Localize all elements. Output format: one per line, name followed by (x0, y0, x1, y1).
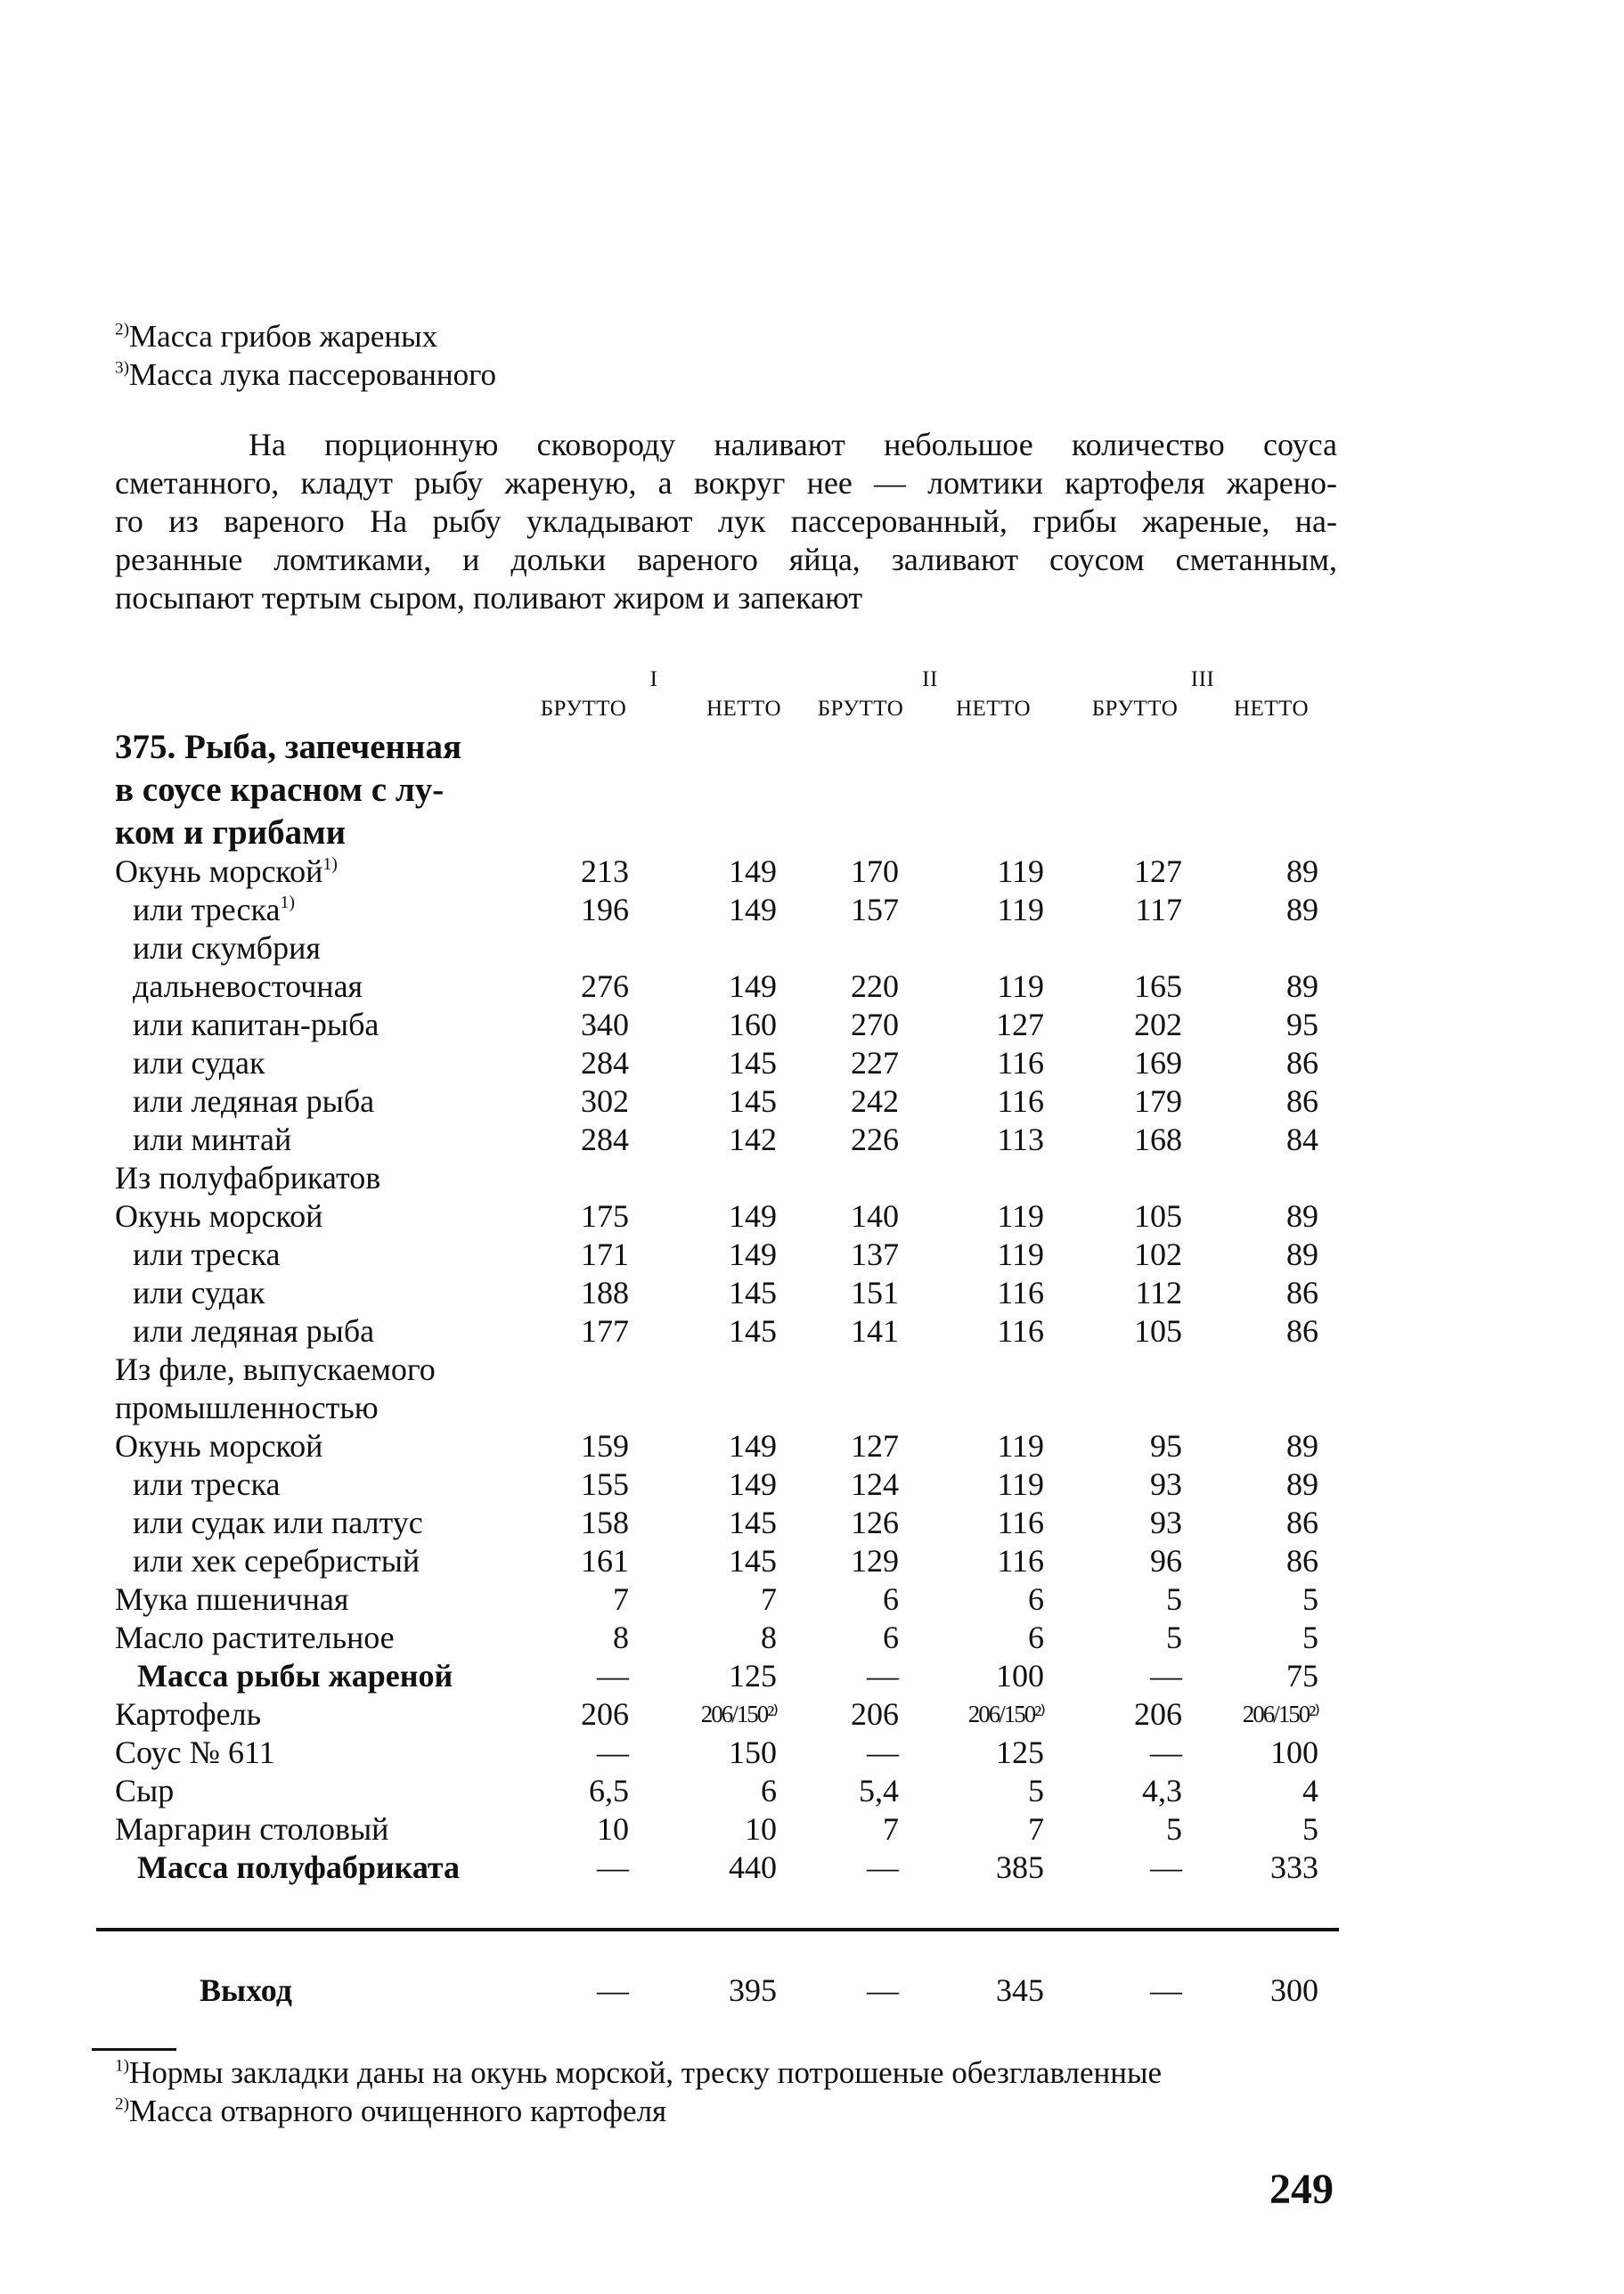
cell: 300 (1270, 1972, 1318, 2008)
cell (777, 1159, 899, 1197)
row-label-text: Сыр (115, 1773, 175, 1808)
cell: 171 (581, 1237, 629, 1272)
cell: 213 (581, 853, 629, 889)
table-row (115, 1580, 1318, 1619)
row-label (115, 1580, 535, 1619)
row-label (115, 1121, 535, 1159)
cell: 168 (1134, 1122, 1182, 1157)
row-label (115, 1504, 535, 1542)
cell (777, 1351, 899, 1389)
cell: 5 (1302, 1620, 1318, 1655)
cell: 160 (729, 1007, 777, 1042)
cell: 8 (761, 1620, 777, 1655)
table-row (115, 1389, 1318, 1427)
row-label (115, 1312, 535, 1351)
cell: 5 (1166, 1620, 1182, 1655)
row-label (115, 1197, 535, 1236)
cell: 125 (729, 1658, 777, 1694)
cell: 150 (729, 1735, 777, 1770)
cell: 116 (997, 1045, 1044, 1081)
cell: 7 (883, 1811, 899, 1847)
cell: — (867, 1849, 899, 1885)
cell: 75 (1286, 1658, 1318, 1694)
cell: 127 (1134, 853, 1182, 889)
table-row (115, 1657, 1318, 1695)
row-label-text: или хек серебристый (133, 1543, 420, 1579)
cell: 145 (729, 1083, 777, 1119)
cell: — (867, 1658, 899, 1694)
table-row (115, 929, 1318, 967)
cell (777, 1389, 899, 1427)
cell: 145 (729, 1543, 777, 1579)
row-label (115, 1159, 535, 1197)
cell: 116 (997, 1505, 1044, 1540)
footnote-text: Масса грибов жареных (129, 319, 438, 354)
cell: 126 (851, 1505, 899, 1540)
table-row (115, 1619, 1318, 1657)
cell: 10 (597, 1811, 629, 1847)
cell: 157 (851, 892, 899, 927)
cell: 89 (1286, 892, 1318, 927)
cell: 119 (997, 1237, 1044, 1272)
yield-label: Выход (200, 1972, 292, 2008)
table-row (115, 1197, 1318, 1236)
table-row (115, 853, 1318, 891)
footnote-text: Нормы закладки даны на окунь морской, треску потрошеные обезглавленные (129, 2055, 1163, 2090)
table-row (115, 1695, 1318, 1734)
cell: 206 (581, 1696, 629, 1732)
cell: — (867, 1972, 899, 2008)
cell (535, 1159, 629, 1197)
table-row (115, 1236, 1318, 1274)
row-label (115, 1849, 535, 1887)
row-label (115, 967, 535, 1006)
cell: 119 (997, 1466, 1044, 1502)
cell (629, 1159, 777, 1197)
cell: 242 (851, 1083, 899, 1119)
cell: 6 (1028, 1620, 1044, 1655)
cell: 89 (1286, 1198, 1318, 1234)
ingredients-table (115, 853, 1318, 1887)
cell: 175 (581, 1198, 629, 1234)
cell (899, 1389, 1044, 1427)
cell (629, 1389, 777, 1427)
subheader-netto: НЕТТО (1233, 697, 1310, 721)
cell: 117 (1135, 892, 1182, 927)
row-label (115, 1351, 535, 1389)
table-row (115, 1465, 1318, 1504)
table-row (115, 1351, 1318, 1389)
cell: 149 (729, 968, 777, 1004)
yield-row (115, 1972, 1318, 2010)
cell (535, 929, 629, 967)
row-label-text: Масса полуфабриката (137, 1849, 461, 1885)
table-rule (96, 1928, 1339, 1931)
cell: 169 (1134, 1045, 1182, 1081)
cell: 95 (1150, 1428, 1182, 1464)
row-label-text: Соус № 611 (115, 1735, 275, 1770)
cell: 102 (1134, 1237, 1182, 1272)
cell: 84 (1286, 1122, 1318, 1157)
cell: 385 (996, 1849, 1044, 1885)
row-label-text: Маргарин столовый (115, 1811, 389, 1847)
cell: 129 (851, 1543, 899, 1579)
cell: 116 (997, 1543, 1044, 1579)
cell (1044, 1389, 1182, 1427)
footnote-top-3 (115, 355, 496, 394)
cell: 89 (1286, 968, 1318, 1004)
table-row (115, 1312, 1318, 1351)
row-label-text: или ледяная рыба (133, 1083, 375, 1119)
title-line: в соусе красном с лу- (115, 771, 445, 809)
table-row (115, 1044, 1318, 1082)
cell (1044, 929, 1182, 967)
row-label (115, 853, 535, 891)
cell: 5,4 (859, 1773, 899, 1808)
cell: 113 (997, 1122, 1044, 1157)
cell: 105 (1134, 1198, 1182, 1234)
cell (899, 929, 1044, 967)
cell: 227 (851, 1045, 899, 1081)
row-label (115, 1657, 535, 1695)
row-label-text: или треска (133, 892, 281, 927)
paragraph-line: резанные ломтиками, и дольки вареного яйца, заливают соусом сметанным, (115, 542, 1337, 577)
paragraph-line: сметанного, кладут рыбу жареную, а вокруг нее — ломтики картофеля жарено- (115, 465, 1337, 501)
cell: 95 (1286, 1007, 1318, 1042)
cell: 151 (851, 1275, 899, 1310)
cell: 5 (1028, 1773, 1044, 1808)
cell: — (597, 1658, 629, 1694)
cell: — (1150, 1972, 1182, 2008)
row-label-text: или треска (133, 1466, 281, 1502)
cell: 86 (1286, 1275, 1318, 1310)
cell: 140 (851, 1198, 899, 1234)
row-label-text: промышленностью (115, 1390, 379, 1425)
cell: 86 (1286, 1505, 1318, 1540)
row-label (115, 1427, 535, 1465)
row-label-text: Картофель (115, 1696, 261, 1732)
cell: 149 (729, 1466, 777, 1502)
cell: 116 (997, 1083, 1044, 1119)
cell: 145 (729, 1313, 777, 1349)
title-line: ком и грибами (115, 813, 347, 852)
cell: 125 (996, 1735, 1044, 1770)
paragraph-line: посыпают тертым сыром, поливают жиром и запекают (115, 580, 863, 616)
subheader-netto: НЕТТО (955, 697, 1032, 721)
cell: 284 (581, 1122, 629, 1157)
cell: 124 (851, 1466, 899, 1502)
footnote-mark: 2) (115, 2094, 130, 2114)
cell: 93 (1150, 1466, 1182, 1502)
cell: 96 (1150, 1543, 1182, 1579)
cell: 105 (1134, 1313, 1182, 1349)
row-label-text: или судак (133, 1275, 265, 1310)
cell: — (1150, 1849, 1182, 1885)
row-label-text: или судак (133, 1045, 265, 1081)
cell: 10 (745, 1811, 777, 1847)
cell: 149 (729, 1237, 777, 1272)
subheader-brutto: БРУТТО (1091, 697, 1179, 721)
cell: 93 (1150, 1505, 1182, 1540)
cell: — (867, 1735, 899, 1770)
subheader-netto: НЕТТО (706, 697, 782, 721)
cell: 284 (581, 1045, 629, 1081)
cell: 119 (997, 1428, 1044, 1464)
cell (535, 1389, 629, 1427)
footnote-rule (92, 2048, 176, 2051)
cell: 206 (851, 1696, 899, 1732)
cell: 89 (1286, 1428, 1318, 1464)
table-row (115, 1082, 1318, 1121)
cell: 112 (1135, 1275, 1182, 1310)
cell: 119 (997, 1198, 1044, 1234)
cell: 7 (1028, 1811, 1044, 1847)
cell: 6 (883, 1581, 899, 1617)
row-label-text: дальневосточная (133, 968, 363, 1004)
footnote-top-2 (115, 317, 437, 355)
recipe-paragraph (115, 426, 1337, 617)
footnote-mark: 2) (115, 320, 130, 339)
footnote-mark: 1) (280, 893, 295, 913)
row-label-text: Масло растительное (115, 1620, 395, 1655)
cell: 170 (851, 853, 899, 889)
table-row (115, 1504, 1318, 1542)
cell: 145 (729, 1505, 777, 1540)
page-number: 249 (1269, 2166, 1334, 2213)
table-row (115, 1734, 1318, 1772)
row-label (115, 1082, 535, 1121)
cell: 340 (581, 1007, 629, 1042)
footnote-mark: 1) (322, 854, 338, 875)
cell: 158 (581, 1505, 629, 1540)
cell: 155 (581, 1466, 629, 1502)
table-row (115, 1772, 1318, 1810)
cell: — (1150, 1658, 1182, 1694)
cell (1182, 1351, 1318, 1389)
cell (629, 929, 777, 967)
group-header-1: I (649, 667, 658, 691)
cell: 6,5 (589, 1773, 629, 1808)
cell: 145 (729, 1045, 777, 1081)
footnote-mark: 3) (115, 358, 130, 378)
row-label (115, 1044, 535, 1082)
table-row (115, 1427, 1318, 1465)
row-label-text: Из полуфабрикатов (115, 1160, 381, 1196)
row-label (115, 1236, 535, 1274)
cell: 142 (729, 1122, 777, 1157)
footnote-bottom-2 (115, 2092, 666, 2130)
recipe-title (115, 726, 461, 854)
cell: 137 (851, 1237, 899, 1272)
group-header-3: III (1190, 667, 1215, 691)
cell: 276 (581, 968, 629, 1004)
table-row (115, 1274, 1318, 1312)
cell: 149 (729, 1198, 777, 1234)
cell: 119 (997, 892, 1044, 927)
cell: 127 (996, 1007, 1044, 1042)
cell: 6 (761, 1773, 777, 1808)
table-row (115, 1810, 1318, 1849)
row-label-text: Окунь морской (115, 1428, 323, 1464)
cell: 302 (581, 1083, 629, 1119)
cell: 345 (996, 1972, 1044, 2008)
cell: 270 (851, 1007, 899, 1042)
cell: 86 (1286, 1543, 1318, 1579)
cell: 206 (1134, 1696, 1182, 1732)
cell: 6 (883, 1620, 899, 1655)
cell: 333 (1270, 1849, 1318, 1885)
cell: 161 (581, 1543, 629, 1579)
row-label (115, 1006, 535, 1044)
cell: 196 (581, 892, 629, 927)
table-row (115, 967, 1318, 1006)
cell: 116 (997, 1275, 1044, 1310)
cell: 119 (997, 853, 1044, 889)
row-label-text: Окунь морской (115, 1198, 323, 1234)
row-label-text: или капитан-рыба (133, 1007, 379, 1042)
footnote-mark: 1) (115, 2056, 130, 2076)
row-label (115, 1274, 535, 1312)
cell: — (597, 1849, 629, 1885)
cell: — (597, 1735, 629, 1770)
row-label (115, 1695, 535, 1734)
cell (629, 1351, 777, 1389)
row-label (115, 1810, 535, 1849)
cell: 206/150²⁾ (700, 1701, 777, 1727)
group-header-2: II (922, 667, 938, 691)
row-label (115, 1389, 535, 1427)
cell: 7 (613, 1581, 629, 1617)
row-label (115, 1772, 535, 1810)
paragraph-line: На порционную сковороду наливают небольшое количество соуса (249, 427, 1337, 462)
subheader-brutto: БРУТТО (540, 697, 627, 721)
cell (899, 1159, 1044, 1197)
cell: 206/150²⁾ (967, 1701, 1044, 1727)
cell: 89 (1286, 1237, 1318, 1272)
cell: 179 (1134, 1083, 1182, 1119)
row-label (115, 929, 535, 967)
row-label-text: или ледяная рыба (133, 1313, 375, 1349)
row-label (115, 1542, 535, 1580)
cell: 188 (581, 1275, 629, 1310)
cell: 100 (1270, 1735, 1318, 1770)
cell (1182, 1159, 1318, 1197)
table-row (115, 1159, 1318, 1197)
cell (1044, 1351, 1182, 1389)
cell: 159 (581, 1428, 629, 1464)
cell: 4 (1302, 1773, 1318, 1808)
row-label-text: Мука пшеничная (115, 1581, 349, 1617)
row-label (115, 1619, 535, 1657)
table-row (115, 1006, 1318, 1044)
cell: 220 (851, 968, 899, 1004)
table-row (115, 1121, 1318, 1159)
cell: 440 (729, 1849, 777, 1885)
cell: 149 (729, 1428, 777, 1464)
subheader-brutto: БРУТТО (817, 697, 904, 721)
row-label (115, 891, 535, 929)
cell: 4,3 (1142, 1773, 1182, 1808)
cell: 145 (729, 1275, 777, 1310)
cell: 86 (1286, 1045, 1318, 1081)
cell: 206/150²⁾ (1242, 1701, 1318, 1727)
cell (899, 1351, 1044, 1389)
row-label-text: Масса рыбы жареной (137, 1658, 453, 1694)
cell: 116 (997, 1313, 1044, 1349)
cell: 7 (761, 1581, 777, 1617)
row-label-text: или скумбрия (133, 930, 321, 966)
cell: 119 (997, 968, 1044, 1004)
row-label-text: или судак или палтус (133, 1505, 423, 1540)
cell: 127 (851, 1428, 899, 1464)
row-label-text: Окунь морской (115, 853, 323, 889)
cell: 8 (613, 1620, 629, 1655)
footnote-text: Масса лука пассерованного (129, 357, 497, 392)
cell: 226 (851, 1122, 899, 1157)
cell: 89 (1286, 1466, 1318, 1502)
cell: 86 (1286, 1313, 1318, 1349)
cell (535, 1351, 629, 1389)
cell: 395 (729, 1972, 777, 2008)
cell: 5 (1166, 1581, 1182, 1617)
row-label-text: или треска (133, 1237, 281, 1272)
title-line: 375. Рыба, запеченная (115, 728, 462, 766)
cell: 5 (1302, 1581, 1318, 1617)
cell: 165 (1134, 968, 1182, 1004)
footnote-text: Масса отварного очищенного картофеля (129, 2094, 667, 2128)
table-row (115, 891, 1318, 929)
cell: 6 (1028, 1581, 1044, 1617)
cell: 86 (1286, 1083, 1318, 1119)
cell: — (1150, 1735, 1182, 1770)
row-label-text: Из филе, выпускаемого (115, 1351, 436, 1387)
cell: 149 (729, 853, 777, 889)
cell: 100 (996, 1658, 1044, 1694)
cell (1044, 1159, 1182, 1197)
cell: 5 (1302, 1811, 1318, 1847)
cell: 5 (1166, 1811, 1182, 1847)
row-label-text: или минтай (133, 1122, 292, 1157)
cell (1182, 929, 1318, 967)
cell: — (597, 1972, 629, 2008)
cell: 202 (1134, 1007, 1182, 1042)
cell (777, 929, 899, 967)
row-label (115, 1734, 535, 1772)
cell: 177 (581, 1313, 629, 1349)
cell: 89 (1286, 853, 1318, 889)
paragraph-line: го из вареного На рыбу укладывают лук пассерованный, грибы жареные, на- (115, 503, 1337, 539)
cell (1182, 1389, 1318, 1427)
table-row (115, 1849, 1318, 1887)
table-row (115, 1542, 1318, 1580)
footnote-bottom-1 (115, 2053, 1162, 2092)
cell: 149 (729, 892, 777, 927)
cell: 141 (851, 1313, 899, 1349)
row-label (115, 1465, 535, 1504)
